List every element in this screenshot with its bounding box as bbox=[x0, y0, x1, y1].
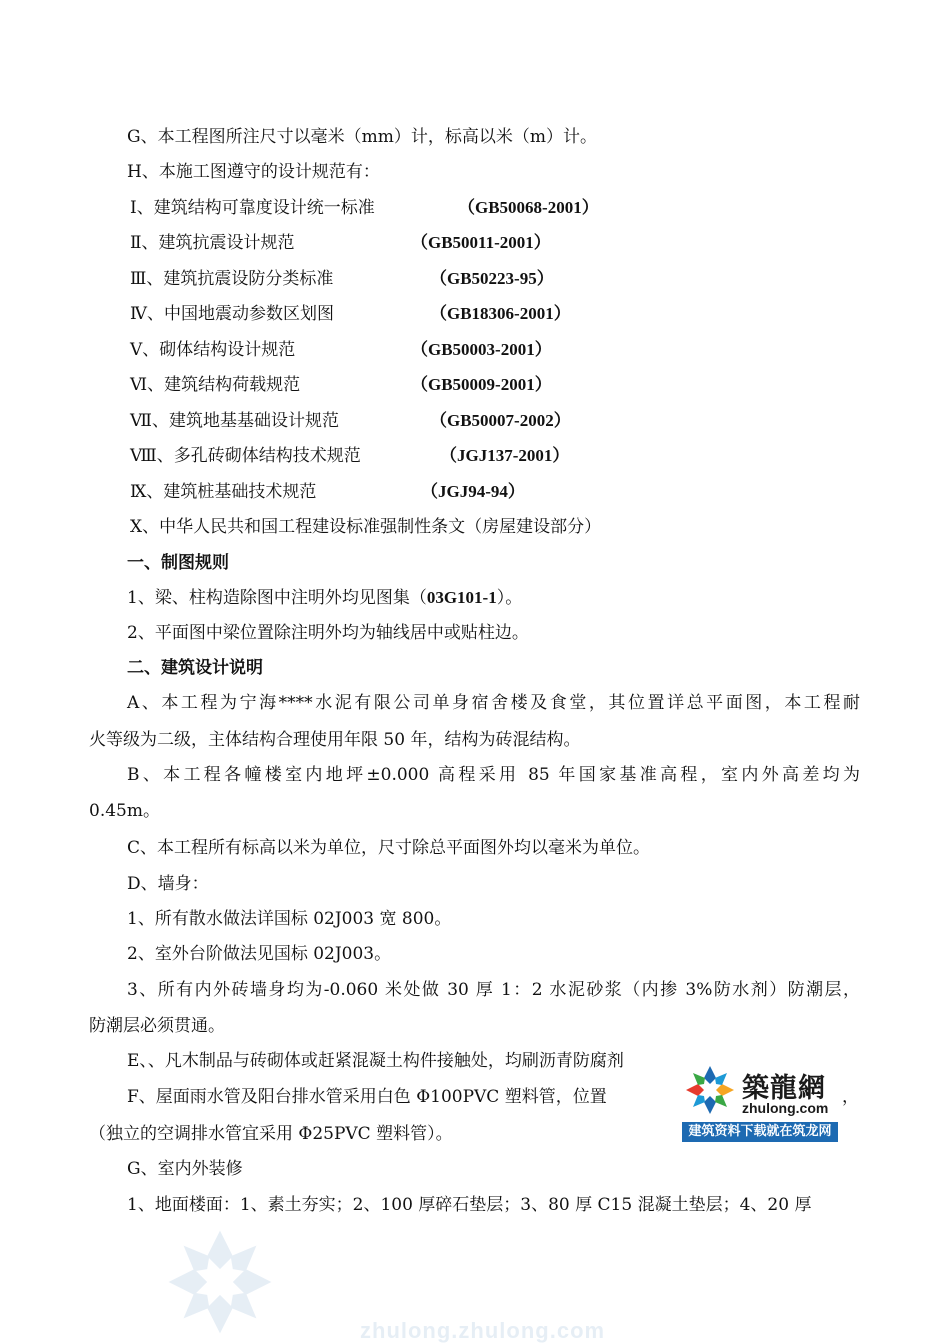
standard-code: （JGJ137-2001） bbox=[440, 446, 570, 465]
standard-name: Ⅹ、中华人民共和国工程建设标准强制性条文（房屋建设部分） bbox=[130, 517, 602, 537]
text-line: （独立的空调排水管宜采用 Φ25PVC 塑料管）。 bbox=[89, 1124, 453, 1144]
standard-code: （GB50007-2002） bbox=[430, 411, 571, 430]
text-line: 1、地面楼面：1、素土夯实；2、100 厚碎石垫层；3、80 厚 C15 混凝土垫层；4、20 厚 bbox=[127, 1195, 812, 1215]
text-line: A、本工程为宁海****水泥有限公司单身宿舍楼及食堂，其位置详总平面图，本工程耐 bbox=[127, 693, 860, 713]
text-line: 1、所有散水做法详国标 02J003 宽 800。 bbox=[127, 909, 452, 929]
text-line: 0.45m。 bbox=[89, 801, 160, 821]
text-line: C、本工程所有标高以米为单位，尺寸除总平面图外均以毫米为单位。 bbox=[127, 838, 651, 858]
text-line: H、本施工图遵守的设计规范有： bbox=[127, 162, 380, 182]
text-span: 1、梁、柱构造除图中注明外均见图集（ bbox=[127, 588, 427, 608]
logo-chinese-text: 築龍網 bbox=[742, 1073, 826, 1104]
standard-name: Ⅳ、中国地震动参数区划图 bbox=[130, 304, 334, 324]
text-line: 3、所有内外砖墙身均为-0.060 米处做 30 厚 1：2 水泥砂浆（内掺 3%防水剂）防潮层， bbox=[127, 980, 860, 1000]
standard-code: （GB50011-2001） bbox=[411, 233, 551, 252]
watermark-snowflake-icon bbox=[160, 1222, 280, 1342]
standard-name: Ⅶ、建筑地基基础设计规范 bbox=[130, 411, 339, 431]
logo-slogan: 建筑资料下载就在筑龙网 bbox=[682, 1122, 838, 1142]
text-line: G、室内外装修 bbox=[127, 1159, 243, 1179]
snowflake-icon bbox=[682, 1062, 738, 1118]
standard-code: （JGJ94-94） bbox=[421, 482, 525, 501]
text-line: ， bbox=[842, 1087, 859, 1107]
text-line: 火等级为二级，主体结构合理使用年限 50 年，结构为砖混结构。 bbox=[89, 730, 581, 750]
standard-code: （GB18306-2001） bbox=[430, 304, 571, 323]
standard-name: Ⅲ、建筑抗震设防分类标准 bbox=[130, 269, 334, 289]
section-heading: 二、建筑设计说明 bbox=[127, 658, 263, 678]
text-line: D、墙身： bbox=[127, 874, 209, 894]
standard-name: Ⅸ、建筑桩基础技术规范 bbox=[130, 482, 317, 502]
atlas-code: 03G101-1 bbox=[426, 588, 497, 607]
logo-domain-text: zhulong.com bbox=[742, 1100, 829, 1116]
standard-name: Ⅴ、砌体结构设计规范 bbox=[130, 340, 296, 360]
standard-code: （GB50068-2001） bbox=[458, 198, 599, 217]
text-line: F、屋面雨水管及阳台排水管采用白色 Φ100PVC 塑料管，位置 bbox=[127, 1087, 607, 1107]
watermark bbox=[160, 1222, 860, 1344]
standard-code: （GB50009-2001） bbox=[411, 375, 552, 394]
standard-code: （GB50223-95） bbox=[430, 269, 554, 288]
text-line bbox=[127, 587, 522, 609]
text-line: G、本工程图所注尺寸以毫米（mm）计，标高以米（m）计。 bbox=[127, 127, 597, 147]
text-line: 2、室外台阶做法见国标 02J003。 bbox=[127, 944, 392, 964]
watermark-text: zhulong.zhulong.com bbox=[360, 1318, 606, 1343]
standard-name: Ⅷ、多孔砖砌体结构技术规范 bbox=[130, 446, 361, 466]
text-line: E、、凡木制品与砖砌体或赶紧混凝土构件接触处，均刷沥青防腐剂 bbox=[127, 1051, 624, 1071]
standard-name: Ⅱ、建筑抗震设计规范 bbox=[130, 233, 295, 253]
zhulong-logo bbox=[682, 1058, 840, 1144]
standard-code: （GB50003-2001） bbox=[411, 340, 552, 359]
section-heading: 一、制图规则 bbox=[127, 553, 229, 573]
text-line: B、本工程各幢楼室内地坪±0.000 高程采用 85 年国家基准高程，室内外高差均为 bbox=[127, 765, 860, 785]
standard-name: Ⅵ、建筑结构荷载规范 bbox=[130, 375, 301, 395]
text-span: ）。 bbox=[496, 588, 523, 608]
standard-name: Ⅰ、建筑结构可靠度设计统一标准 bbox=[130, 198, 375, 218]
text-line: 防潮层必须贯通。 bbox=[89, 1016, 225, 1036]
text-line: 2、平面图中梁位置除注明外均为轴线居中或贴柱边。 bbox=[127, 623, 529, 643]
